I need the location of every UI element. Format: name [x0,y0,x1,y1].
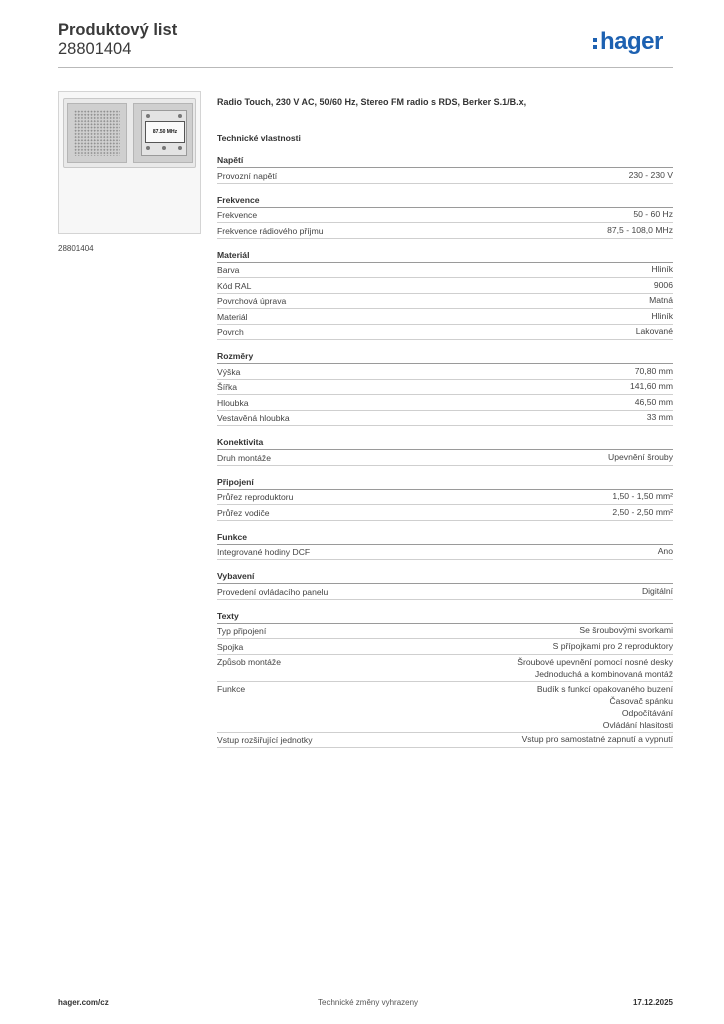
spec-row [217,639,673,655]
spec-row [217,223,673,239]
spec-label: Spojka [217,641,244,652]
spec-value-line: Digitální [641,585,673,596]
spec-value [553,640,673,654]
spec-label: Způsob montáže [217,656,282,667]
spec-row [217,294,673,310]
spec-value-line: Ano [657,546,673,556]
speaker-grill [74,110,120,156]
spec-section [217,570,673,600]
spec-value-line: 2,50 - 2,50 mm² [612,506,673,517]
section-heading: Připojení [217,476,673,490]
spec-value-line: 87,5 - 108,0 MHz [607,224,673,235]
spec-value [658,545,673,559]
spec-value [635,365,673,379]
spec-section [217,194,673,239]
section-heading: Funkce [217,531,673,545]
spec-value-line: Hliník [651,264,673,274]
section-heading: Konektivita [217,436,673,450]
spec-value-line: Se šroubovými svorkami [579,625,673,635]
spec-row [217,450,673,466]
spec-label: Šířka [217,382,238,392]
spec-value [642,585,673,599]
spec-section [217,249,673,341]
image-caption: 28801404 [58,244,94,253]
radio-display: 87.50 MHz [145,121,185,143]
spec-section [217,531,673,561]
spec-section [217,350,673,426]
spec-value [633,208,673,222]
spec-label: Vestavěná hloubka [217,413,290,423]
spec-value-line: Budík s funkcí opakovaného buzení [536,683,673,694]
spec-value [629,169,673,183]
radio-button-icon [178,114,182,118]
spec-value-line: S přípojkami pro 2 reproduktory [552,640,673,651]
hager-logo [593,29,663,55]
spec-row [217,655,673,682]
spec-value [654,279,673,293]
spec-row [217,395,673,411]
property-sections [217,154,673,748]
spec-label: Povrchová úprava [217,296,287,306]
properties-heading: Technické vlastnosti [217,133,301,143]
spec-row [217,364,673,380]
product-title: Radio Touch, 230 V AC, 50/60 Hz, Stereo FM radio s RDS, Berker S.1/B.x, [217,97,527,107]
spec-label: Integrované hodiny DCF [217,547,311,557]
spec-value-line: Vstup pro samostatné zapnutí a vypnutí [521,734,673,744]
spec-value-line: Šroubové upevnění pomocí nosné desky [517,656,673,667]
section-heading: Texty [217,610,673,624]
spec-label: Typ připojení [217,626,267,636]
spec-value [635,396,673,410]
spec-label: Barva [217,265,240,275]
spec-row [217,325,673,341]
spec-value-line: 50 - 60 Hz [633,209,673,219]
spec-value [579,624,673,638]
product-image [58,91,201,234]
footer-disclaimer: Technické změny vyhrazeny [318,998,419,1007]
spec-section [217,436,673,466]
spec-row [217,380,673,396]
spec-value-line: Jednoduchá a kombinovaná montáž [534,668,673,679]
spec-row [217,309,673,325]
spec-value [636,325,673,339]
radio-button-icon [146,114,150,118]
spec-value [647,411,673,425]
spec-row [217,624,673,640]
spec-row [217,411,673,427]
spec-value-line: 1,50 - 1,50 mm² [612,491,673,501]
spec-label: Frekvence rádiového příjmu [217,225,324,236]
page-title: Produktový list [58,21,178,39]
radio-button-icon [162,146,166,150]
spec-value-line: Hliník [651,310,673,321]
footer-date: 17.12.2025 [632,998,673,1007]
spec-row [217,168,673,184]
spec-value-line: 46,50 mm [634,396,673,407]
product-code: 28801404 [58,40,132,58]
section-heading: Frekvence [217,194,673,208]
footer-website: hager.com/cz [58,998,109,1007]
spec-row [217,545,673,561]
spec-value [652,310,674,324]
spec-section [217,610,673,749]
spec-label: Provozní napětí [217,170,278,181]
spec-label: Provedení ovládacího panelu [217,586,329,597]
spec-value [649,294,673,308]
section-heading: Vybavení [217,570,673,584]
spec-value-line: Odpočítávání [621,707,673,718]
spec-value [608,451,673,465]
spec-label: Průřez vodiče [217,507,270,518]
radio-module [133,103,193,163]
spec-section [217,154,673,184]
spec-value-line: Časovač spánku [609,695,673,706]
header-divider [58,67,673,68]
spec-label: Kód RAL [217,280,252,291]
spec-value [522,733,673,747]
spec-value [652,263,674,277]
spec-section [217,476,673,521]
spec-value-line: Upevnění šrouby [608,451,673,462]
spec-label: Funkce [217,683,246,694]
radio-button-icon [146,146,150,150]
section-heading: Materiál [217,249,673,263]
product-details [217,96,673,748]
spec-row [217,682,673,733]
section-heading: Rozměry [217,350,673,364]
section-heading: Napětí [217,154,673,168]
spec-row [217,263,673,279]
spec-value-line: 33 mm [646,412,673,422]
spec-value-line: 70,80 mm [634,365,673,376]
spec-row [217,208,673,224]
spec-value [607,224,673,238]
spec-label: Hloubka [217,397,249,408]
spec-label: Materiál [217,311,248,322]
spec-row [217,584,673,600]
spec-label: Frekvence [217,210,258,220]
spec-value-line: Matná [649,295,673,305]
spec-row [217,278,673,294]
spec-value-line: 9006 [653,279,673,290]
spec-value [612,506,673,520]
logo-text: hager [600,28,663,55]
spec-label: Povrch [217,327,244,337]
radio-control-panel [141,110,187,156]
logo-colon-icon [593,33,597,50]
spec-value [612,490,673,504]
spec-label: Vstup rozšiřující jednotky [217,735,313,745]
spec-value [630,380,673,394]
spec-value-line: Ovládání hlasitosti [602,719,673,730]
spec-value-line: 230 - 230 V [628,169,673,180]
speaker-module [67,103,127,163]
spec-value-line: 141,60 mm [630,381,673,391]
spec-label: Druh montáže [217,452,271,463]
radio-button-icon [178,146,182,150]
spec-row [217,490,673,506]
spec-row [217,733,673,749]
spec-value-line: Lakované [635,326,673,336]
spec-row [217,505,673,521]
page-header [58,21,177,59]
spec-label: Výška [217,366,241,377]
device-frame [63,98,196,168]
spec-label: Průřez reproduktoru [217,492,294,502]
spec-value [537,683,673,731]
spec-value [517,656,673,680]
